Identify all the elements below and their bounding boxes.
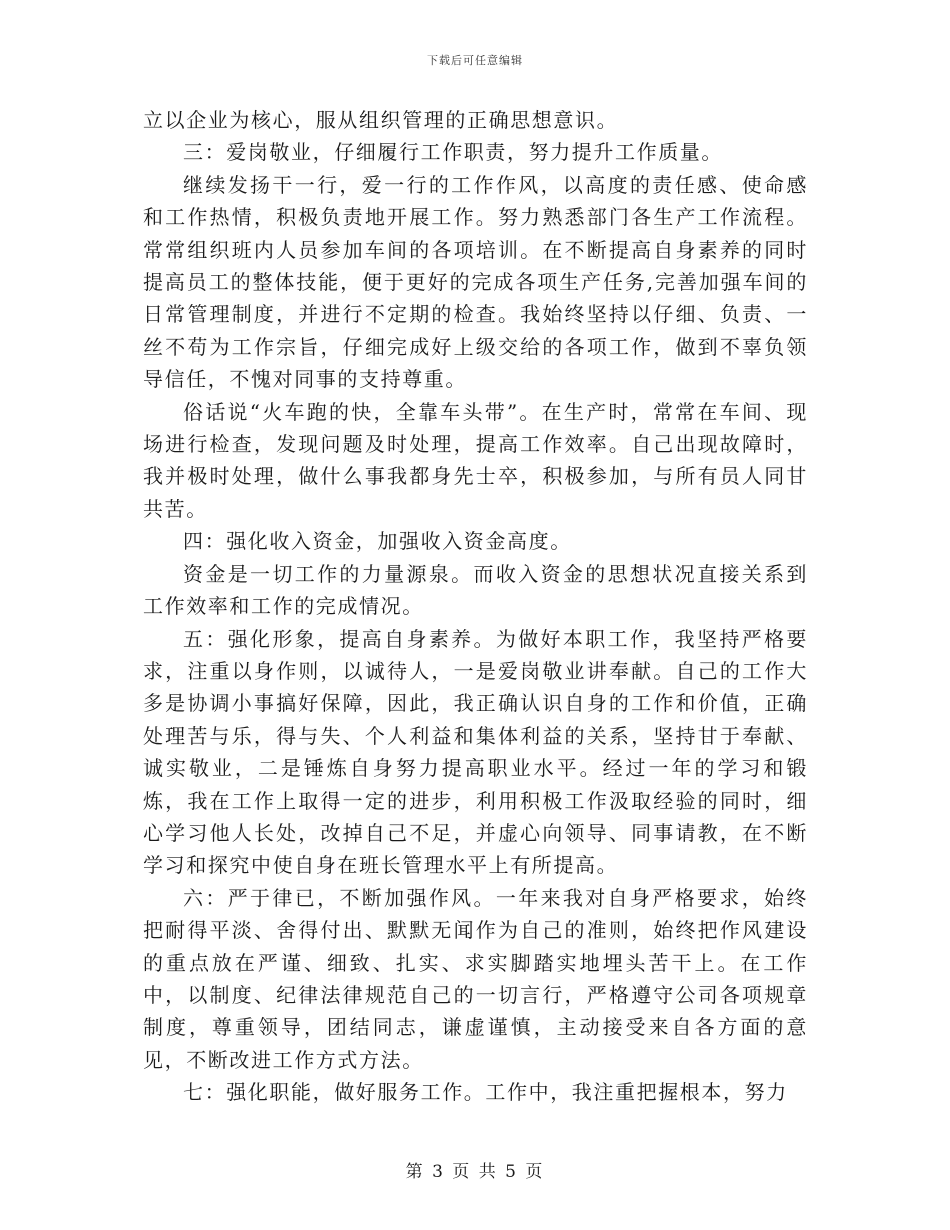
paragraph: 俗话说“火车跑的快，全靠车头带”。在生产时，常常在车间、现场进行检查，发现问题及时处理，提高工作效率。自己出现故障时，我并极时处理，做什么事我都身先士卒，积极参加，与所有员人同甘共苦。 [143,399,808,521]
paragraph: 继续发扬干一行，爱一行的工作作风，以高度的责任感、使命感和工作热情，积极负责地开展工作。努力熟悉部门各生产工作流程。常常组织班内人员参加车间的各项培训。在不断提高自身素养的同时提高员工的整体技能，便于更好的完成各项生产任务,完善加强车间的日常管理制度，并进行不定期的检查。我始终坚持以仔细、负责、一丝不苟为工作宗旨，仔细完成好上级交给的各项工作，做到不辜负领导信任，不愧对同事的支持尊重。 [143,172,808,392]
paragraph: 六：严于律已，不断加强作风。一年来我对自身严格要求，始终把耐得平淡、舍得付出、默默无闻作为自己的准则，始终把作风建设的重点放在严谨、细致、扎实、求实脚踏实地埋头苦干上。在工作中，以制度、纪律法律规范自己的一切言行，严格遵守公司各项规章制度，尊重领导，团结同志，谦虚谨慎，主动接受来自各方面的意见，不断改进工作方式方法。 [143,885,808,1072]
paragraph: 立以企业为核心，服从组织管理的正确思想意识。 [143,108,619,132]
document-body [143,104,808,1109]
paragraph: 资金是一切工作的力量源泉。而收入资金的思想状况直接关系到工作效率和工作的完成情况。 [143,561,808,619]
section-heading: 三：爱岗敬业，仔细履行工作职责，努力提升工作质量。 [183,140,723,165]
paragraph: 七：强化职能，做好服务工作。工作中，我注重把握根本，努力 [183,1080,788,1105]
section-heading: 四：强化收入资金，加强收入资金高度。 [183,529,572,554]
page-footer: 第 3 页 共 5 页 [405,1162,545,1182]
page-header: 下载后可任意编辑 [427,54,523,67]
paragraph: 五：强化形象，提高自身素养。为做好本职工作，我坚持严格要求，注重以身作则，以诚待人，一是爱岗敬业讲奉献。自己的工作大多是协调小事搞好保障，因此，我正确认识自身的工作和价值，正确处理苦与乐，得与失、个人利益和集体利益的关系，坚持甘于奉献、诚实敬业，二是锤炼自身努力提高职业水平。经过一年的学习和锻炼，我在工作上取得一定的进步，利用积极工作汲取经验的同时，细心学习他人长处，改掉自己不足，并虚心向领导、同事请教，在不断学习和探究中使自身在班长管理水平上有所提高。 [143,626,808,878]
